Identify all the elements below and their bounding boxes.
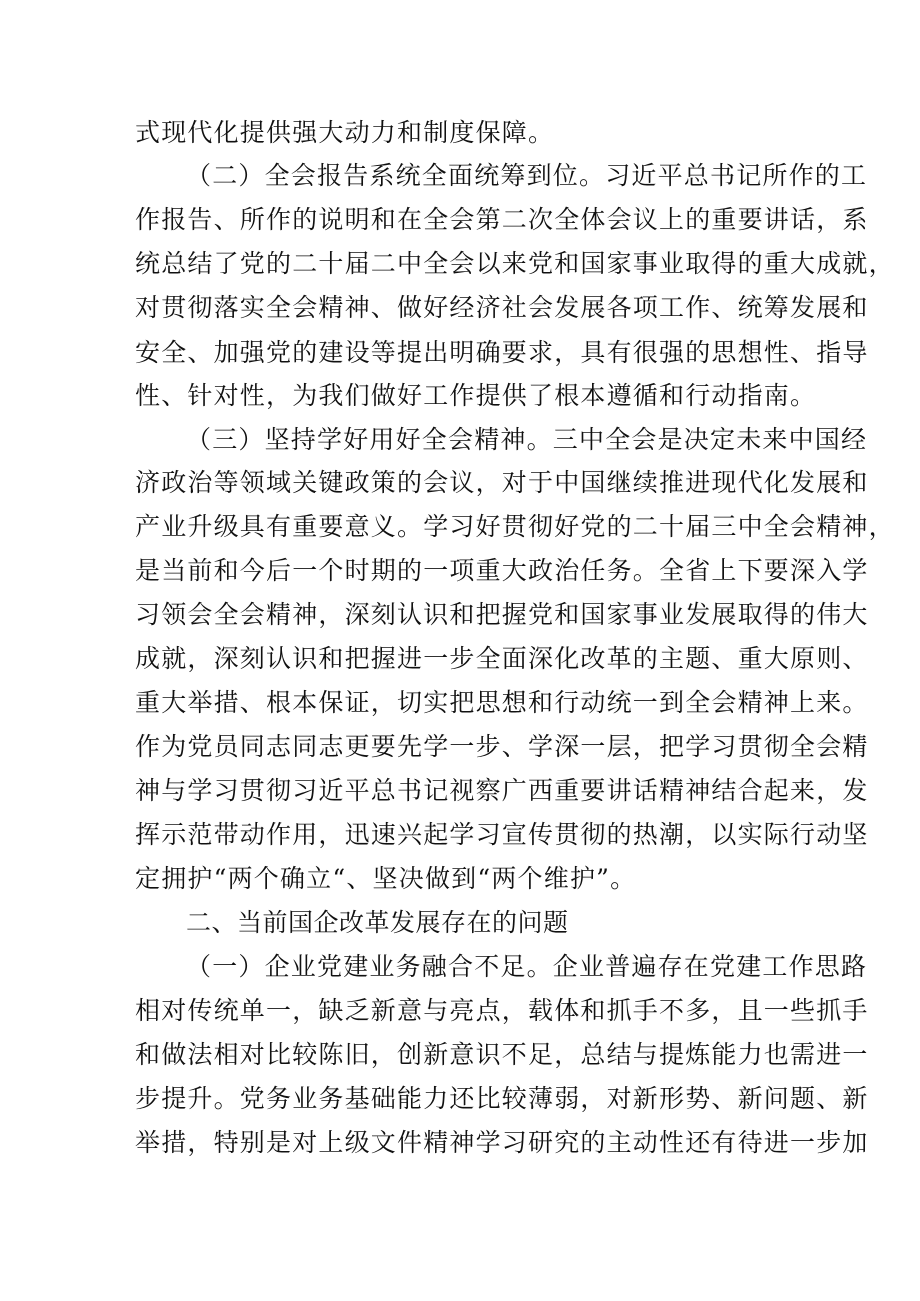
paragraph-3-line-10: 挥示范带动作用，迅速兴起学习宣传贯彻的热潮，以实际行动坚 <box>135 820 869 849</box>
paragraph-4-line-4: 步提升。党务业务基础能力还比较薄弱，对新形势、新问题、新 <box>135 1084 869 1113</box>
paragraph-4-line-1: （一）企业党建业务融合不足。企业普遍存在党建工作思路 <box>186 952 868 981</box>
paragraph-3-line-9: 神与学习贯彻习近平总书记视察广西重要讲话精神结合起来，发 <box>135 776 869 805</box>
paragraph-4-line-5: 举措，特别是对上级文件精神学习研究的主动性还有待进一步加 <box>135 1128 869 1157</box>
paragraph-3-line-4: 是当前和今后一个时期的一项重大政治任务。全省上下要深入学 <box>135 556 869 585</box>
paragraph-3-line-2: 济政治等领域关键政策的会议，对于中国继续推进现代化发展和 <box>135 468 869 497</box>
paragraph-3-line-11: 定拥护“两个确立“、坚决做到“两个维护”。 <box>135 864 637 893</box>
paragraph-2-line-1: （二）全会报告系统全面统筹到位。习近平总书记所作的工 <box>186 161 868 190</box>
paragraph-3-line-1: （三）坚持学好用好全会精神。三中全会是决定未来中国经 <box>186 425 868 454</box>
paragraph-2-line-2: 作报告、所作的说明和在全会第二次全体会议上的重要讲话，系 <box>135 205 869 234</box>
paragraph-2-line-4: 对贯彻落实全会精神、做好经济社会发展各项工作、统筹发展和 <box>135 293 869 322</box>
paragraph-3-line-8: 作为党员同志同志更要先学一步、学深一层，把学习贯彻全会精 <box>135 732 869 761</box>
paragraph-2-line-6: 性、针对性，为我们做好工作提供了根本遵循和行动指南。 <box>135 381 817 410</box>
paragraph-3-line-3: 产业升级具有重要意义。学习好贯彻好党的二十届三中全会精神， <box>135 512 895 541</box>
paragraph-3-line-7: 重大举措、根本保证，切实把思想和行动统一到全会精神上来。 <box>135 688 869 717</box>
paragraph-4-line-3: 和做法相对比较陈旧，创新意识不足，总结与提炼能力也需进一 <box>135 1040 869 1069</box>
paragraph-3-line-5: 习领会全会精神，深刻认识和把握党和国家事业发展取得的伟大 <box>135 600 869 629</box>
paragraph-2-line-5: 安全、加强党的建设等提出明确要求，具有很强的思想性、指导 <box>135 338 869 367</box>
paragraph-1-line-1: 式现代化提供强大动力和制度保障。 <box>135 118 555 147</box>
paragraph-2-line-3: 统总结了党的二十届二中全会以来党和国家事业取得的重大成就， <box>135 249 895 278</box>
section-heading: 二、当前国企改革发展存在的问题 <box>186 908 569 937</box>
paragraph-4-line-2: 相对传统单一，缺乏新意与亮点，载体和抓手不多，且一些抓手 <box>135 996 869 1025</box>
paragraph-3-line-6: 成就，深刻认识和把握进一步全面深化改革的主题、重大原则、 <box>135 644 869 673</box>
